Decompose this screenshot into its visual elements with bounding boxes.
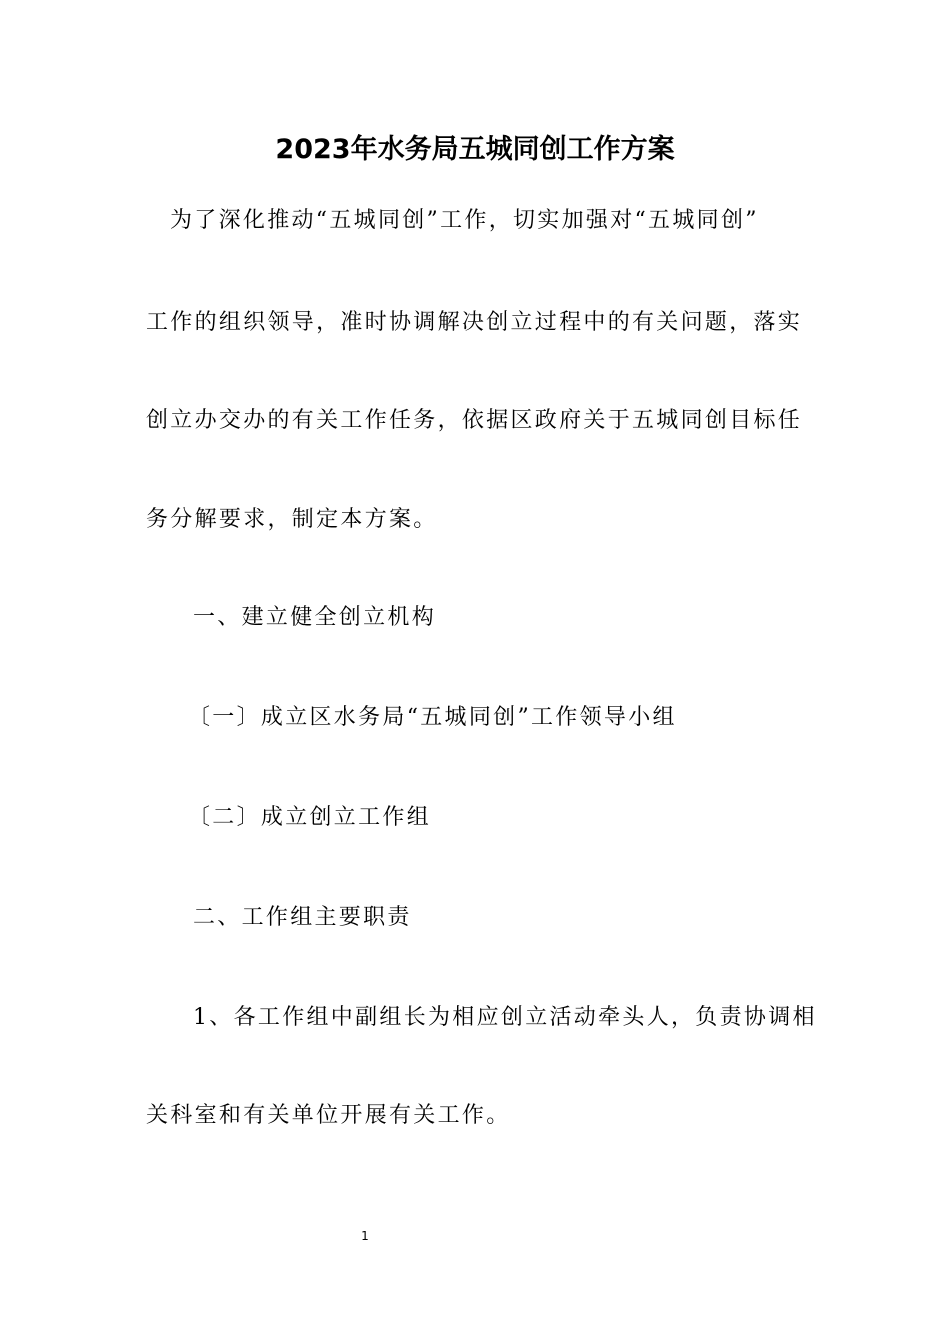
body-line-1-text: 为了深化推动“五城同创”工作，切实加强对“五城同创” (170, 208, 759, 233)
body-line-4: 务分解要求，制定本方案。 (146, 507, 438, 532)
section-heading-2: 二、工作组主要职责 (193, 905, 412, 930)
section-heading-1: 一、建立健全创立机构 (193, 605, 437, 630)
subsection-heading-1: 〔一〕成立区水务局“五城同创”工作领导小组 (188, 705, 677, 730)
body-line-5: 1、各工作组中副组长为相应创立活动牵头人，负责协调相 (193, 1005, 817, 1030)
subsection-heading-2: 〔二〕成立创立工作组 (188, 805, 432, 830)
document-title: 2023年水务局五城同创工作方案 (275, 134, 675, 165)
body-line-2: 工作的组织领导，准时协调解决创立过程中的有关问题，落实 (146, 310, 803, 335)
body-line-6: 关科室和有关单位开展有关工作。 (146, 1103, 511, 1128)
body-line-1 (146, 206, 816, 236)
body-line-3: 创立办交办的有关工作任务，依据区政府关于五城同创目标任 (146, 408, 803, 433)
page-number: 1 (361, 1229, 369, 1243)
